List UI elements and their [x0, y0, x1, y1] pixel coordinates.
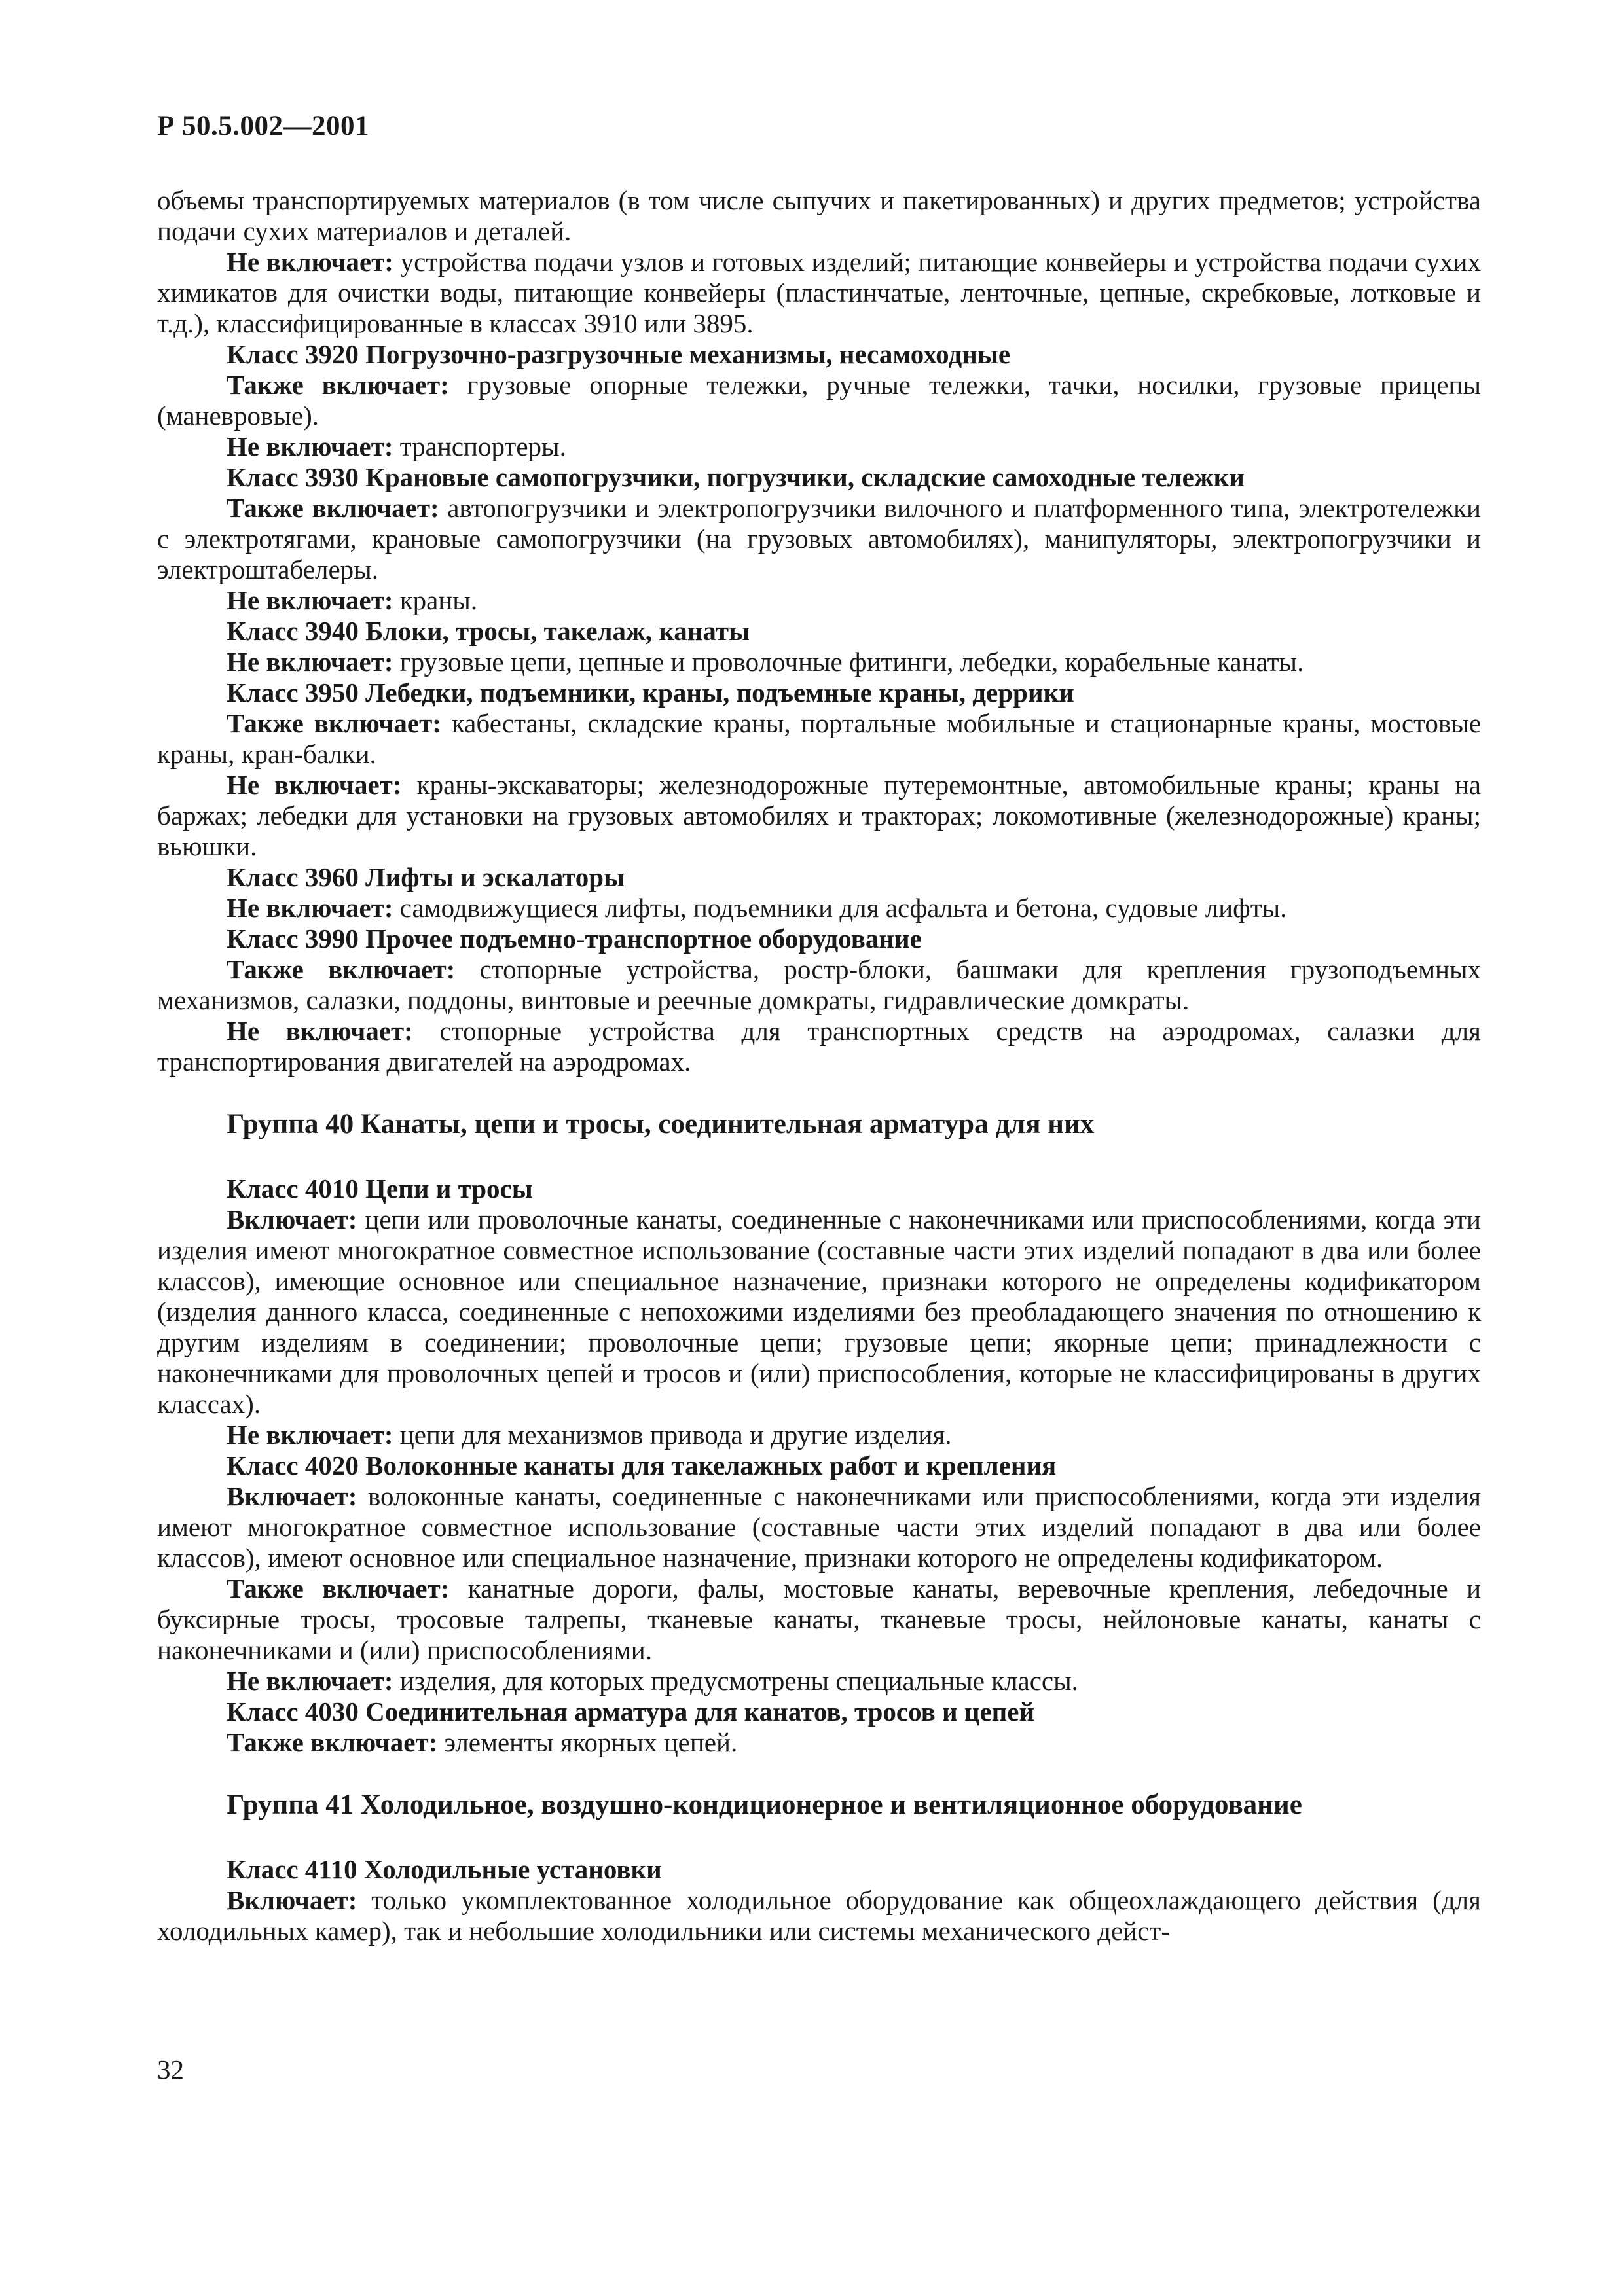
paragraph-label: Также включает:	[227, 954, 456, 984]
class-heading: Класс 3920 Погрузочно-разгрузочные механизмы, несамоходные	[227, 339, 1011, 369]
paragraph-label: Не включает:	[227, 247, 393, 277]
group-heading: Группа 40 Канаты, цепи и тросы, соединительная арматура для них	[227, 1109, 1095, 1139]
paragraph-text: изделия, для которых предусмотрены специальные классы.	[393, 1666, 1078, 1696]
paragraph	[157, 1666, 1481, 1696]
paragraph-label: Не включает:	[227, 1016, 413, 1046]
paragraph	[157, 431, 1481, 462]
paragraph-text: грузовые цепи, цепные и проволочные фитинги, лебедки, корабельные канаты.	[393, 647, 1304, 677]
paragraph-label: Включает:	[227, 1204, 357, 1234]
paragraph-text: краны.	[393, 585, 478, 615]
paragraph-text: волоконные канаты, соединенные с наконечниками или приспособлениями, когда эти изделия имеют многократное совместное использование (составные части этих изделий попадают в два или более классов), имеют основное или специальное назначение, признаки которого не определены кодификатором.	[157, 1481, 1481, 1573]
paragraph-text: краны-экскаваторы; железнодорожные путеремонтные, автомобильные краны; краны на баржах; лебедки для установки на грузовых автомобилях и тракторах; локомотивные (железнодорожные) краны; вьюшки.	[157, 770, 1481, 861]
paragraph	[157, 647, 1481, 677]
paragraph-text: самодвижущиеся лифты, подъемники для асфальта и бетона, судовые лифты.	[393, 893, 1287, 923]
paragraph-label: Также включает:	[227, 493, 439, 523]
class-heading: Класс 3990 Прочее подъемно-транспортное оборудование	[227, 924, 922, 954]
paragraph-text: только укомплектованное холодильное оборудование как общеохлаждающего действия (для холодильных камер), так и небольшие холодильники или системы механического дейст-	[157, 1885, 1481, 1946]
paragraph	[157, 185, 1481, 247]
paragraph-label: Также включает:	[227, 1573, 450, 1604]
document-code-header: Р 50.5.002—2001	[157, 111, 370, 141]
class-heading: Класс 3940 Блоки, тросы, такелаж, канаты	[227, 616, 750, 646]
paragraph-label: Не включает:	[227, 1420, 393, 1450]
paragraph	[157, 585, 1481, 616]
paragraph-label: Также включает:	[227, 370, 449, 400]
paragraph	[157, 1885, 1481, 1946]
class-heading: Класс 4110 Холодильные установки	[227, 1854, 662, 1884]
paragraph	[157, 1573, 1481, 1666]
paragraph-text: устройства подачи узлов и готовых изделий; питающие конвейеры и устройства подачи сухих химикатов для очистки воды, питающие конвейеры (пластинчатые, ленточные, цепные, скребковые, лотковые и т.д.), классифицированные в классах 3910 или 3895.	[157, 247, 1481, 338]
class-heading: Класс 4020 Волоконные канаты для такелажных работ и крепления	[227, 1450, 1057, 1480]
paragraph-text: канатные дороги, фалы, мостовые канаты, веревочные крепления, лебедочные и буксирные тросы, тросовые талрепы, тканевые канаты, тканевые тросы, нейлоновые канаты, канаты с наконечниками и (или) приспособлениями.	[157, 1573, 1482, 1665]
paragraph	[157, 247, 1481, 339]
paragraph-text: кабестаны, складские краны, портальные мобильные и стационарные краны, мостовые краны, кран-балки.	[157, 708, 1482, 769]
paragraph-label: Не включает:	[227, 893, 393, 923]
paragraph-text: объемы транспортируемых материалов (в том числе сыпучих и пакетированных) и других предметов; устройства подачи сухих материалов и деталей.	[157, 185, 1481, 246]
class-heading: Класс 4030 Соединительная арматура для канатов, тросов и цепей	[227, 1696, 1035, 1727]
paragraph-label: Не включает:	[227, 647, 393, 677]
paragraph-text: автопогрузчики и электропогрузчики вилочного и платформенного типа, электротележки с электротягами, крановые самопогрузчики (на грузовых автомобилях), манипуляторы, электропогрузчики и электроштабелеры.	[157, 493, 1481, 584]
paragraph-text: элементы якорных цепей.	[437, 1727, 738, 1757]
class-heading: Класс 4010 Цепи и тросы	[227, 1174, 533, 1204]
paragraph	[157, 1420, 1481, 1450]
paragraph-text: цепи для механизмов привода и другие изделия.	[393, 1420, 952, 1450]
paragraph-label: Также включает:	[227, 1727, 438, 1757]
page-number: 32	[157, 2054, 184, 2085]
paragraph-text: транспортеры.	[393, 431, 566, 461]
paragraph-label: Не включает:	[227, 431, 393, 461]
paragraph-label: Также включает:	[227, 708, 441, 738]
paragraph	[157, 1016, 1481, 1077]
paragraph-text: грузовые опорные тележки, ручные тележки, тачки, носилки, грузовые прицепы (маневровые).	[157, 370, 1482, 431]
paragraph	[157, 370, 1481, 431]
paragraph-label: Не включает:	[227, 1666, 393, 1696]
paragraph-text: стопорные устройства для транспортных средств на аэродромах, салазки для транспортирования двигателей на аэродромах.	[157, 1016, 1481, 1077]
paragraph	[157, 1204, 1481, 1420]
paragraph-label: Включает:	[227, 1481, 357, 1511]
paragraph	[157, 954, 1481, 1016]
paragraph-label: Включает:	[227, 1885, 357, 1915]
paragraph	[157, 1727, 1481, 1758]
paragraph	[157, 770, 1481, 862]
paragraph-text: цепи или проволочные канаты, соединенные с наконечниками или приспособлениями, когда эти изделия имеют многократное совместное использование (составные части этих изделий попадают в два или более классов), имеющие основное или специальное назначение, признаки которого не определены кодификатором (изделия данного класса, соединенные с непохожими изделиями без преобладающего значения по отношению к другим изделиям в соединении; проволочные цепи; грузовые цепи; якорные цепи; принадлежности с наконечниками для проволочных цепей и тросов и (или) приспособления, которые не классифицированы в других классах).	[157, 1204, 1481, 1419]
paragraph	[157, 893, 1481, 924]
class-heading: Класс 3930 Крановые самопогрузчики, погрузчики, складские самоходные тележки	[227, 462, 1245, 492]
group-heading: Группа 41 Холодильное, воздушно-кондиционерное и вентиляционное оборудование	[227, 1789, 1302, 1820]
class-heading: Класс 3950 Лебедки, подъемники, краны, подъемные краны, деррики	[227, 677, 1074, 708]
paragraph	[157, 493, 1481, 585]
paragraph-label: Не включает:	[227, 585, 393, 615]
paragraph	[157, 1481, 1481, 1573]
paragraph-label: Не включает:	[227, 770, 402, 800]
paragraph	[157, 708, 1481, 770]
class-heading: Класс 3960 Лифты и эскалаторы	[227, 862, 625, 892]
document-body	[157, 185, 1481, 1946]
paragraph-text: стопорные устройства, ростр-блоки, башмаки для крепления грузоподъемных механизмов, салазки, поддоны, винтовые и реечные домкраты, гидравлические домкраты.	[157, 954, 1481, 1015]
